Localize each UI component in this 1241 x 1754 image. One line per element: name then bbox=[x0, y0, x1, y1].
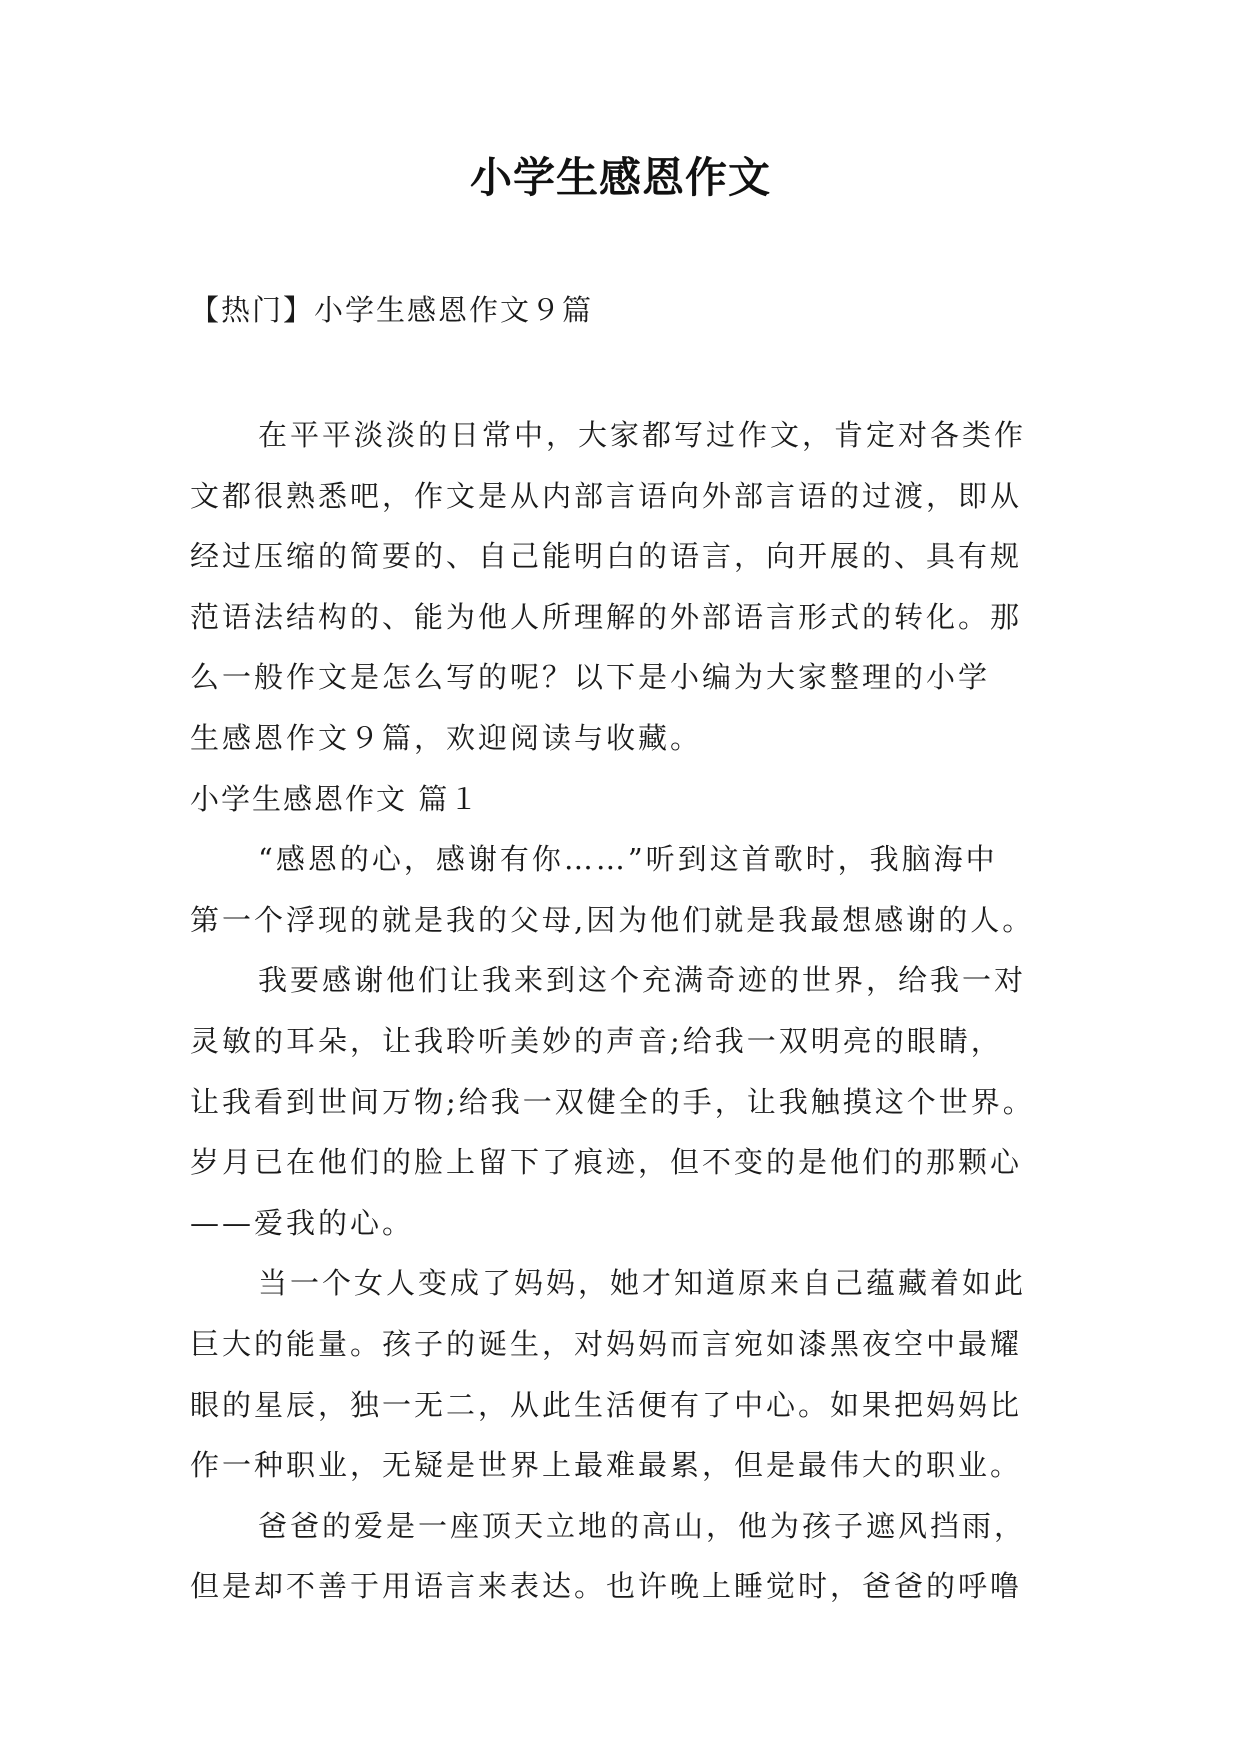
paragraph-line: 第一个浮现的就是我的父母,因为他们就是我最想感谢的人。 bbox=[190, 902, 1035, 937]
paragraph-line: 灵敏的耳朵，让我聆听美妙的声音;给我一双明亮的眼睛， bbox=[190, 1023, 1003, 1058]
paragraph-line: 让我看到世间万物;给我一双健全的手，让我触摸这个世界。 bbox=[190, 1084, 1035, 1119]
paragraph-line: 么一般作文是怎么写的呢？以下是小编为大家整理的小学 bbox=[190, 660, 991, 695]
document-subtitle: 【热门】小学生感恩作文９篇 bbox=[190, 293, 594, 327]
paragraph-line: 眼的星辰，独一无二，从此生活便有了中心。如果把妈妈比 bbox=[190, 1387, 1023, 1422]
paragraph-line: 作一种职业，无疑是世界上最难最累，但是最伟大的职业。 bbox=[190, 1448, 1023, 1483]
paragraph-line: 我要感谢他们让我来到这个充满奇迹的世界，给我一对 bbox=[258, 963, 1027, 998]
paragraph-line: 范语法结构的、能为他人所理解的外部语言形式的转化。那 bbox=[190, 599, 1023, 634]
paragraph-line: 在平平淡淡的日常中，大家都写过作文，肯定对各类作 bbox=[258, 418, 1027, 452]
document-title: 小学生感恩作文 bbox=[469, 153, 771, 202]
paragraph-line: 岁月已在他们的脸上留下了痕迹，但不变的是他们的那颗心 bbox=[190, 1145, 1023, 1180]
paragraph-line: 但是却不善于用语言来表达。也许晚上睡觉时，爸爸的呼噜 bbox=[190, 1569, 1023, 1604]
paragraph-line: 经过压缩的简要的、自己能明白的语言，向开展的、具有规 bbox=[190, 539, 1023, 574]
paragraph-line: 当一个女人变成了妈妈，她才知道原来自己蕴藏着如此 bbox=[258, 1266, 1027, 1301]
paragraph-line: ——爱我的心。 bbox=[190, 1205, 415, 1240]
paragraph-line: 生感恩作文９篇，欢迎阅读与收藏。 bbox=[190, 720, 703, 755]
section-heading: 小学生感恩作文 篇１ bbox=[190, 781, 481, 816]
paragraph-line: 文都很熟悉吧，作文是从内部言语向外部言语的过渡，即从 bbox=[190, 478, 1023, 513]
paragraph-line: 巨大的能量。孩子的诞生，对妈妈而言宛如漆黑夜空中最耀 bbox=[190, 1326, 1023, 1361]
paragraph-line: “感恩的心，感谢有你……”听到这首歌时，我脑海中 bbox=[258, 842, 998, 877]
document-body bbox=[190, 405, 1070, 1617]
paragraph-line: 爸爸的爱是一座顶天立地的高山，他为孩子遮风挡雨， bbox=[258, 1508, 1027, 1543]
